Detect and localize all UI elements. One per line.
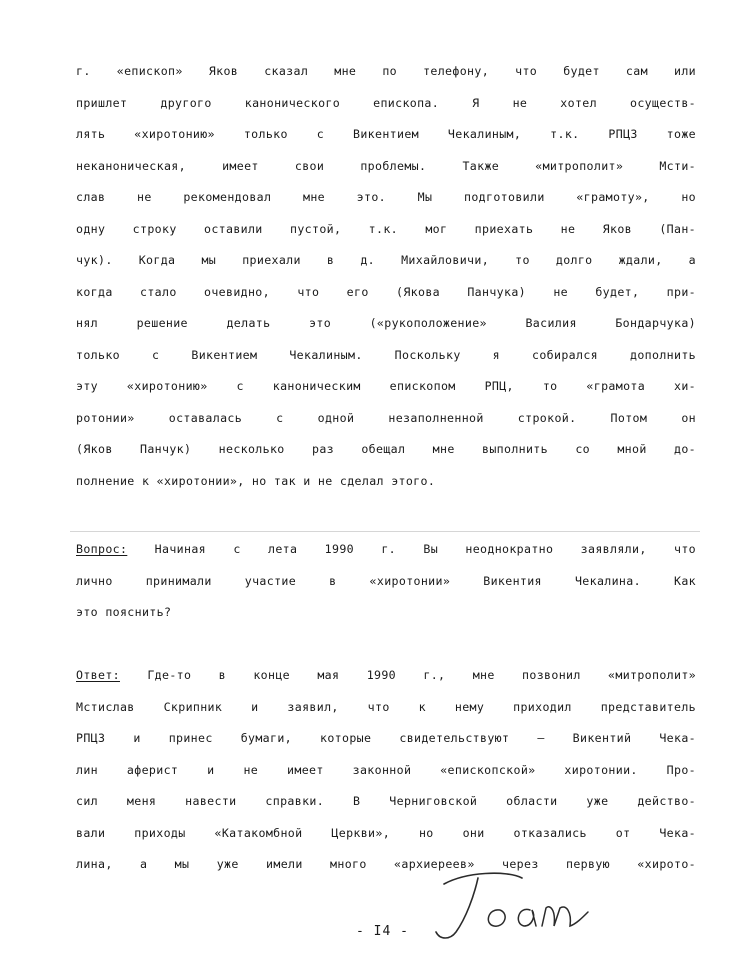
text-line: когда стало очевидно, что его (Якова Панчука) не будет, при-	[76, 284, 696, 299]
horizontal-divider	[70, 531, 700, 532]
question-first-line	[76, 534, 696, 566]
paragraph-continuation	[76, 56, 696, 497]
text-line: пришлет другого канонического епископа. Я не хотел осуществ-	[76, 95, 696, 110]
answer-label: Ответ:	[76, 668, 120, 682]
text-line: эту «хиротонию» с каноническим епископом РПЦ, то «грамота хи-	[76, 379, 696, 393]
answer-lines	[76, 692, 696, 881]
page-number: - I4 -	[356, 924, 409, 939]
text-line: только с Викентием Чекалиным. Поскольку я собирался дополнить	[76, 347, 696, 362]
question-label: Вопрос:	[76, 542, 128, 556]
handwritten-signature	[426, 866, 596, 946]
text-line: полнение к «хиротонии», но так и не сделал этого.	[76, 473, 436, 488]
question-line: это пояснить?	[76, 605, 172, 619]
text-line: слав не рекомендовал мне это. Мы подготовили «грамоту», но	[76, 190, 696, 204]
text-line: лять «хиротонию» только с Викентием Чекалиным, т.к. РПЦЗ тоже	[76, 127, 696, 141]
text-line: нял решение делать это («рукоположение» Василия Бондарчука)	[76, 316, 696, 330]
answer-line: сил меня навести справки. В Черниговской области уже действо-	[76, 794, 696, 808]
answer-line: РПЦЗ и принес бумаги, которые свидетельствуют — Викентий Чека-	[76, 731, 696, 745]
answer-first-line	[76, 660, 696, 692]
question-first-line-text: Начиная с лета 1990 г. Вы неоднократно заявляли, что	[127, 542, 696, 556]
question-lines	[76, 566, 696, 629]
text-line: одну строку оставили пустой, т.к. мог приехать не Яков (Пан-	[76, 221, 696, 236]
question-line: лично принимали участие в «хиротонии» Викентия Чекалина. Как	[76, 573, 696, 588]
answer-first-line-text: Где-то в конце мая 1990 г., мне позвонил «митрополит»	[119, 668, 696, 682]
answer-block	[76, 660, 696, 881]
text-line: г. «епископ» Яков сказал мне по телефону, что будет сам или	[76, 64, 696, 78]
text-line: (Яков Панчук) несколько раз обещал мне выполнить со мной до-	[76, 442, 696, 456]
text-line: ротонии» оставалась с одной незаполненной строкой. Потом он	[76, 410, 696, 425]
question-block	[76, 534, 696, 629]
answer-line: лина, а мы уже имели много «архиереев» через первую «хирото-	[76, 857, 696, 871]
answer-line: вали приходы «Катакомбной Церкви», но они отказались от Чека-	[76, 825, 696, 840]
text-line: чук). Когда мы приехали в д. Михайловичи, то долго ждали, а	[76, 253, 696, 267]
answer-line: лин аферист и не имеет законной «епископской» хиротонии. Про-	[76, 762, 696, 777]
text-line: неканоническая, имеет свои проблемы. Также «митрополит» Мсти-	[76, 158, 696, 173]
answer-line: Мстислав Скрипник и заявил, что к нему приходил представитель	[76, 699, 696, 714]
